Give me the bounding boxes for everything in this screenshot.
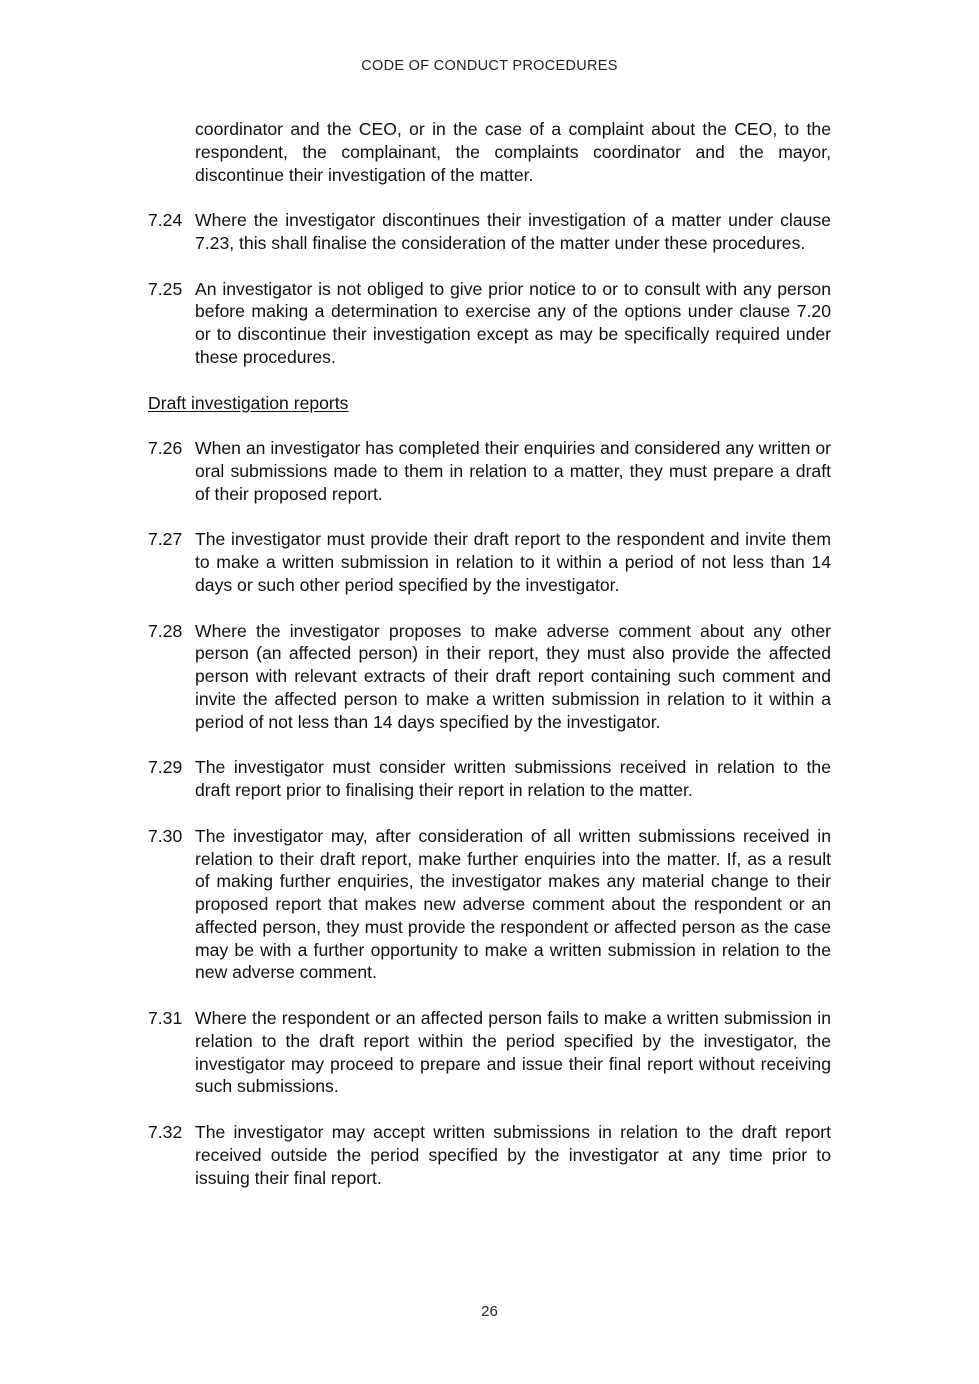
clause-7-31 (148, 1007, 831, 1098)
clause-7-27 (148, 528, 831, 596)
page-number: 26 (481, 1303, 498, 1320)
clause-text: The investigator must provide their draft report to the respondent and invite them to make a written submission in relation to it within a period of not less than 14 days or such other period specified by the investigator. (195, 529, 831, 595)
clause-text: Where the investigator proposes to make adverse comment about any other person (an affected person) in their report, they must also provide the affected person with relevant extracts of their draft report containing such comment and invite the affected person to make a written submission in relation to it within a period of not less than 14 days specified by the investigator. (195, 620, 831, 732)
clause-text: When an investigator has completed their enquiries and considered any written or oral submissions made to them in relation to a matter, they must prepare a draft of their proposed report. (195, 438, 831, 504)
clause-text: Where the respondent or an affected person fails to make a written submission in relation to the draft report within the period specified by the investigator, the investigator may proceed to prepare and issue their final report without receiving such submissions. (195, 1008, 831, 1097)
clause-text: The investigator may, after consideration of all written submissions received in relation to their draft report, make further enquiries into the matter. If, as a result of making further enquiries, the investigator makes any material change to their proposed report that makes new adverse comment about the respondent or an affected person, they must provide the respondent or affected person as the case may be with a further opportunity to make a written submission in relation to the new adverse comment. (195, 825, 831, 983)
clause-number: 7.27 (148, 529, 183, 550)
clause-7-32 (148, 1121, 831, 1189)
clause-number: 7.31 (148, 1008, 183, 1029)
clause-number: 7.29 (148, 757, 183, 778)
body-text (148, 118, 831, 1212)
clause-number: 7.30 (148, 825, 183, 846)
clause-number: 7.24 (148, 210, 183, 231)
section-heading: Draft investigation reports (148, 392, 349, 413)
clause-number: 7.32 (148, 1122, 183, 1143)
running-header: CODE OF CONDUCT PROCEDURES (361, 58, 618, 74)
clause-7-24 (148, 209, 831, 255)
clause-text: An investigator is not obliged to give prior notice to or to consult with any person before making a determination to exercise any of the options under clause 7.20 or to discontinue their investigation except as may be specifically required under these procedures. (195, 278, 831, 367)
clause-text: The investigator may accept written submissions in relation to the draft report received outside the period specified by the investigator at any time prior to issuing their final report. (195, 1122, 831, 1188)
clause-7-28 (148, 620, 831, 734)
clause-7-25 (148, 278, 831, 369)
clause-text: Where the investigator discontinues their investigation of a matter under clause 7.23, this shall finalise the consideration of the matter under these procedures. (195, 210, 831, 253)
clause-7-29 (148, 756, 831, 802)
continued-paragraph: coordinator and the CEO, or in the case of a complaint about the CEO, to the respondent, the complainant, the complaints coordinator and the mayor, discontinue their investigation of the matter. (195, 119, 831, 185)
clause-number: 7.28 (148, 620, 183, 641)
clause-text: The investigator must consider written submissions received in relation to the draft report prior to finalising their report in relation to the matter. (195, 757, 831, 801)
clause-number: 7.26 (148, 438, 183, 459)
clause-7-26 (148, 437, 831, 505)
clause-7-30 (148, 825, 831, 985)
clause-number: 7.25 (148, 278, 183, 299)
